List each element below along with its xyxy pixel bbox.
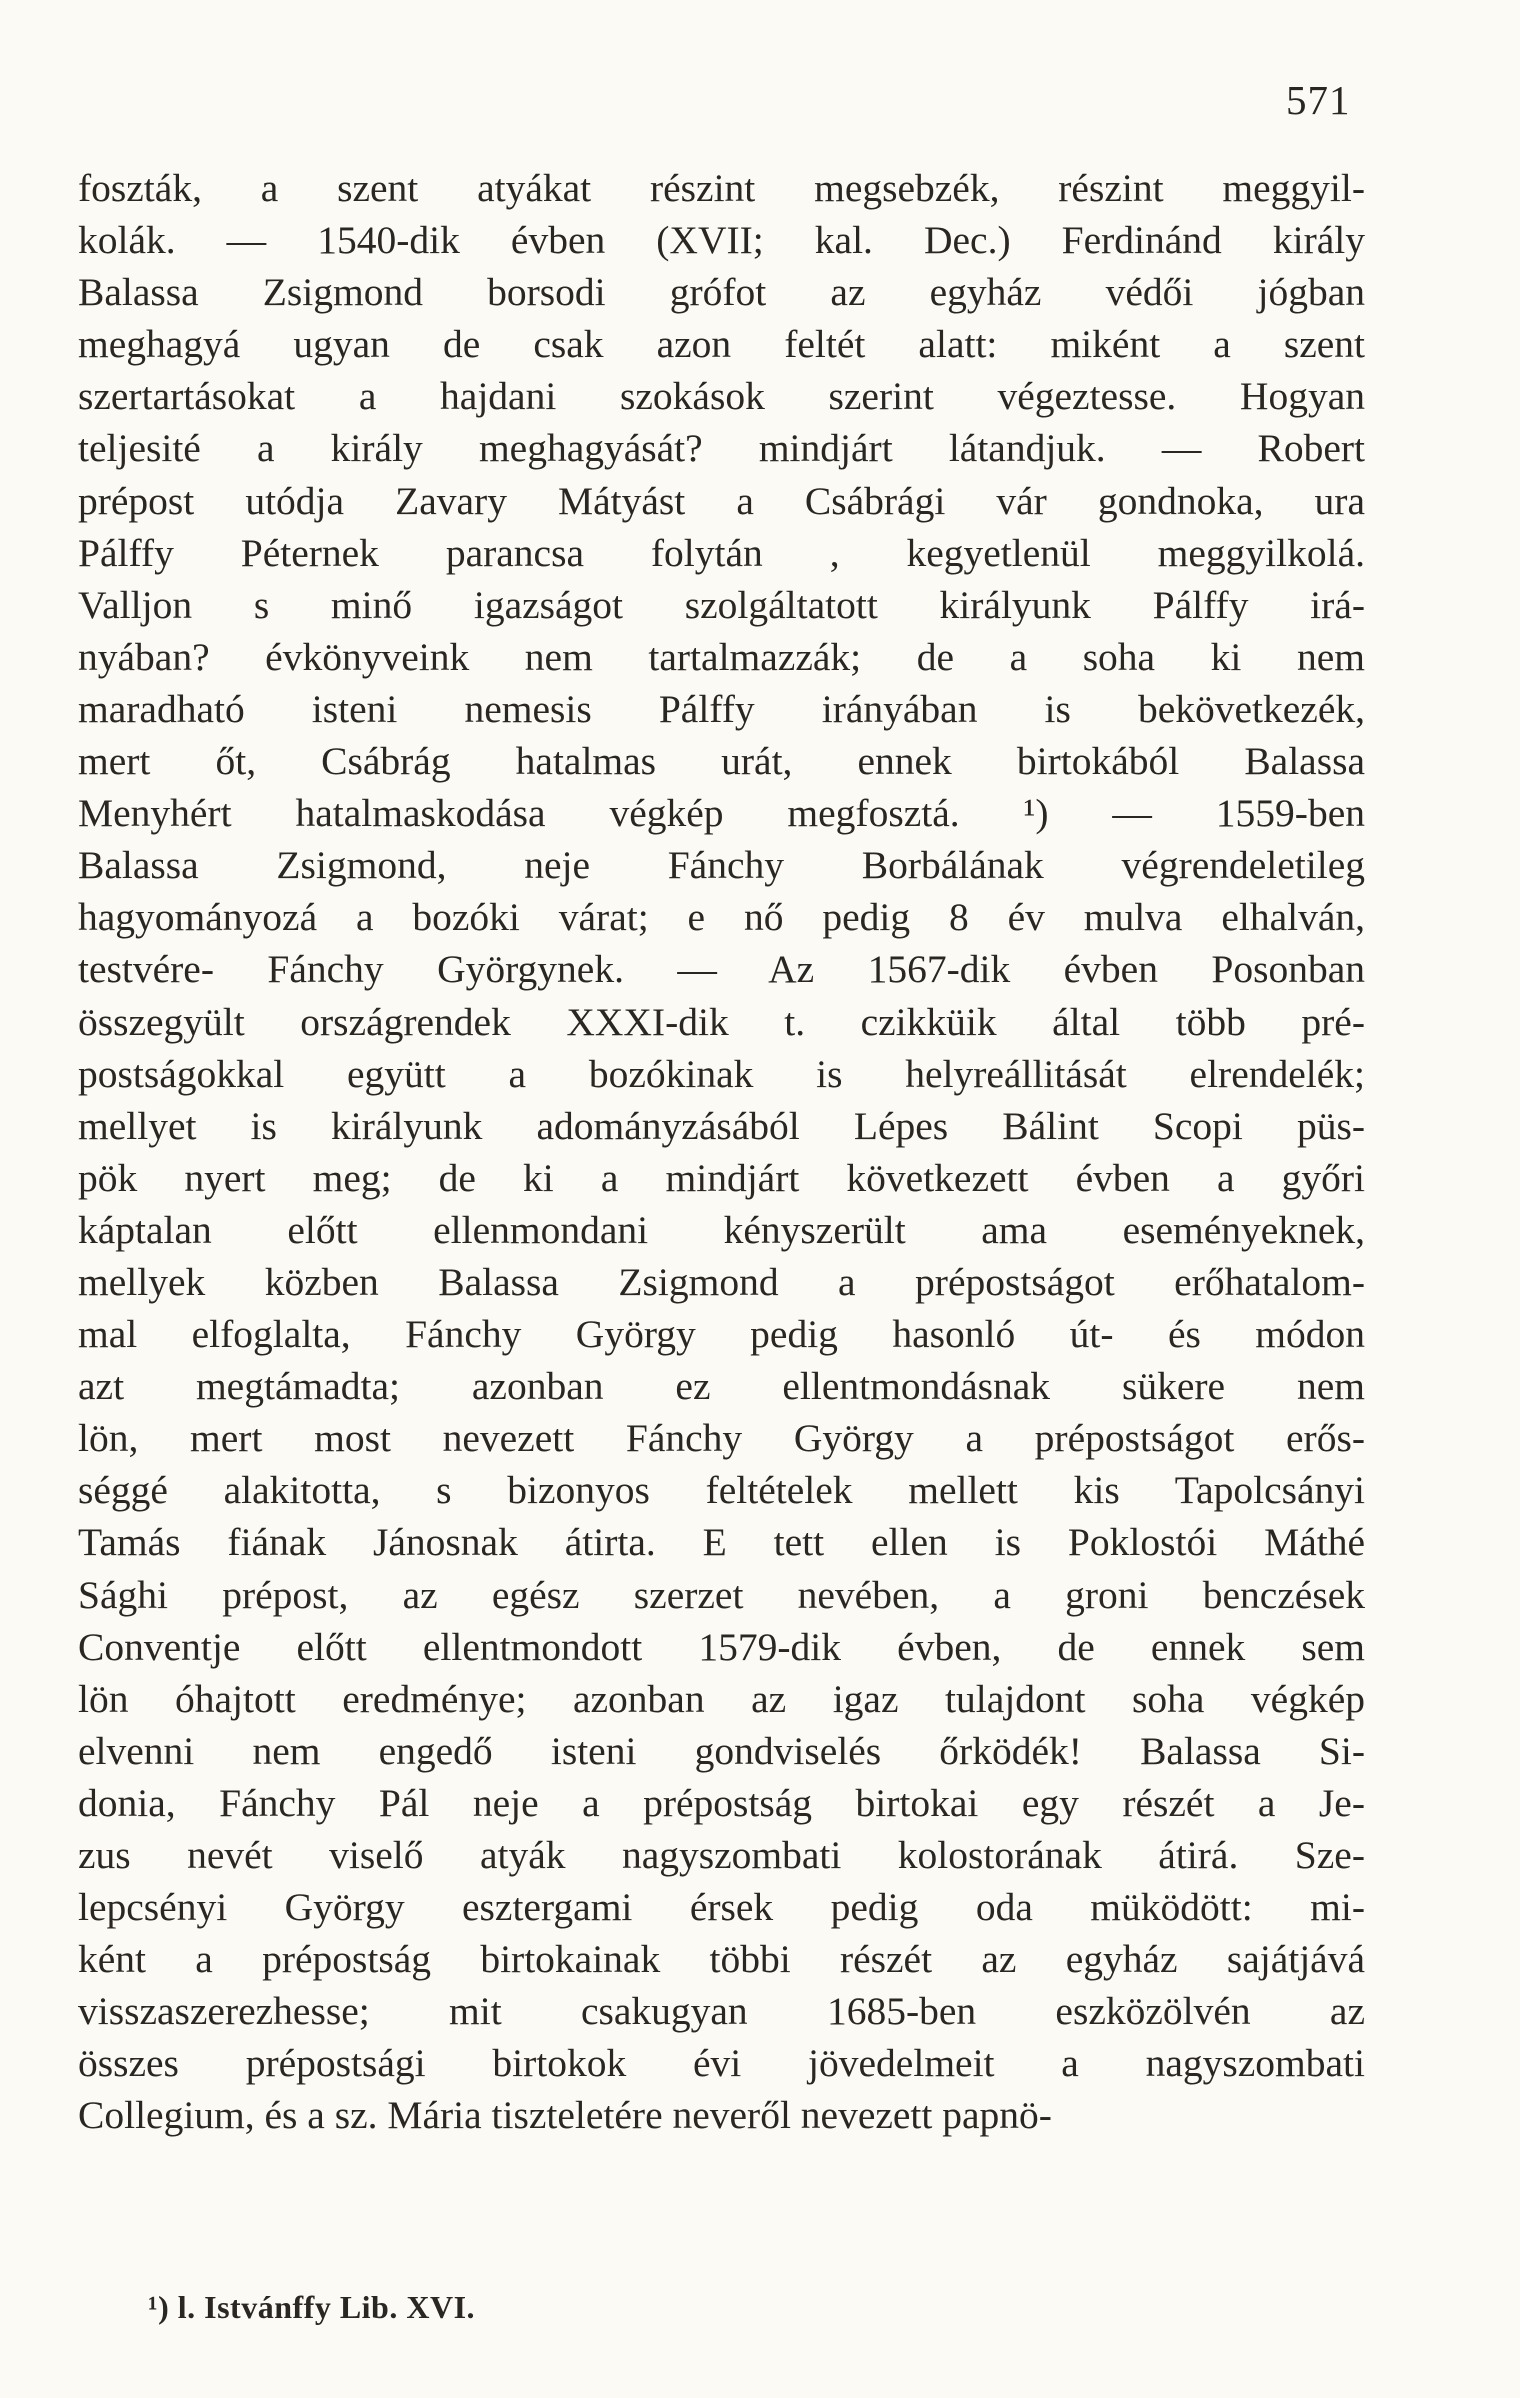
text-line: lepcsényi György esztergami érsek pedig oda müködött: mi- bbox=[78, 1885, 1365, 1930]
text-line: testvére- Fánchy Györgynek. — Az 1567-dik évben Posonban bbox=[78, 947, 1365, 992]
text-line: mal elfoglalta, Fánchy György pedig hasonló út- és módon bbox=[78, 1312, 1365, 1357]
text-line: nyában? évkönyveink nem tartalmazzák; de a soha ki nem bbox=[78, 634, 1365, 679]
text-line: Balassa Zsigmond, neje Fánchy Borbálának végrendeletileg bbox=[78, 843, 1365, 888]
text-line: lön óhajtott eredménye; azonban az igaz tulajdont soha végkép bbox=[78, 1676, 1365, 1721]
text-line: teljesité a király meghagyását? mindjárt látandjuk. — Robert bbox=[78, 426, 1365, 471]
text-line: visszaszerezhesse; mit csakugyan 1685-ben eszközölvén az bbox=[78, 1989, 1365, 2034]
text-line: káptalan előtt ellenmondani kényszerült ama eseményeknek, bbox=[78, 1207, 1365, 1252]
text-line: prépost utódja Zavary Mátyást a Csábrági vár gondnoka, ura bbox=[78, 478, 1365, 523]
text-line: Pálffy Péternek parancsa folytán , kegyetlenül meggyilkolá. bbox=[78, 530, 1365, 575]
text-line: meghagyá ugyan de csak azon feltét alatt: miként a szent bbox=[78, 322, 1365, 367]
text-line: összes prépostsági birtokok évi jövedelmeit a nagyszombati bbox=[78, 2041, 1365, 2086]
text-line: Conventje előtt ellentmondott 1579-dik évben, de ennek sem bbox=[78, 1624, 1365, 1669]
text-line: Menyhért hatalmaskodása végkép megfosztá. ¹) — 1559-ben bbox=[78, 791, 1365, 836]
text-line: elvenni nem engedő isteni gondviselés őrködék! Balassa Si- bbox=[78, 1728, 1365, 1773]
text-line: mellyet is királyunk adományzásából Lépes Bálint Scopi püs- bbox=[78, 1103, 1365, 1148]
text-line: Valljon s minő igazságot szolgáltatott királyunk Pálffy irá- bbox=[78, 582, 1365, 627]
text-line: maradható isteni nemesis Pálffy irányában is bekövetkezék, bbox=[78, 686, 1365, 731]
text-line: hagyományozá a bozóki várat; e nő pedig 8 év mulva elhalván, bbox=[78, 895, 1365, 940]
text-line: séggé alakitotta, s bizonyos feltételek mellett kis Tapolcsányi bbox=[78, 1468, 1365, 1513]
body-text bbox=[78, 162, 1365, 2142]
text-line: postságokkal együtt a bozókinak is helyreállitását elrendelék; bbox=[78, 1051, 1365, 1096]
footnote: ¹) l. Istvánffy Lib. XVI. bbox=[148, 2289, 476, 2325]
text-line: Collegium, és a sz. Mária tiszteletére neveről nevezett papnö- bbox=[78, 2093, 1052, 2138]
text-line: Tamás fiának Jánosnak átirta. E tett ellen is Poklostói Máthé bbox=[78, 1520, 1365, 1565]
text-line: azt megtámadta; azonban ez ellentmondásnak sükere nem bbox=[78, 1364, 1365, 1409]
text-line: mellyek közben Balassa Zsigmond a prépostságot erőhatalom- bbox=[78, 1259, 1365, 1304]
page-number: 571 bbox=[1286, 77, 1351, 123]
text-line: összegyült országrendek XXXI-dik t. czikküik által több pré- bbox=[78, 999, 1365, 1044]
text-line: Balassa Zsigmond borsodi grófot az egyház védői jógban bbox=[78, 270, 1365, 315]
text-line: foszták, a szent atyákat részint megsebzék, részint meggyil- bbox=[78, 166, 1365, 210]
text-line: mert őt, Csábrág hatalmas urát, ennek birtokából Balassa bbox=[78, 739, 1365, 784]
text-line: kolák. — 1540-dik évben (XVII; kal. Dec.) Ferdinánd király bbox=[78, 218, 1365, 263]
text-line: pök nyert meg; de ki a mindjárt következett évben a győri bbox=[78, 1155, 1365, 1200]
text-line: donia, Fánchy Pál neje a prépostság birtokai egy részét a Je- bbox=[78, 1780, 1365, 1825]
text-line: szertartásokat a hajdani szokások szerint végeztesse. Hogyan bbox=[78, 374, 1365, 419]
text-line: zus nevét viselő atyák nagyszombati kolostorának átirá. Sze- bbox=[78, 1833, 1365, 1877]
text-line: ként a prépostság birtokainak többi részét az egyház sajátjává bbox=[78, 1937, 1365, 1982]
text-line: lön, mert most nevezett Fánchy György a prépostságot erős- bbox=[78, 1416, 1365, 1461]
text-line: Sághi prépost, az egész szerzet nevében, a groni benczések bbox=[78, 1572, 1365, 1617]
